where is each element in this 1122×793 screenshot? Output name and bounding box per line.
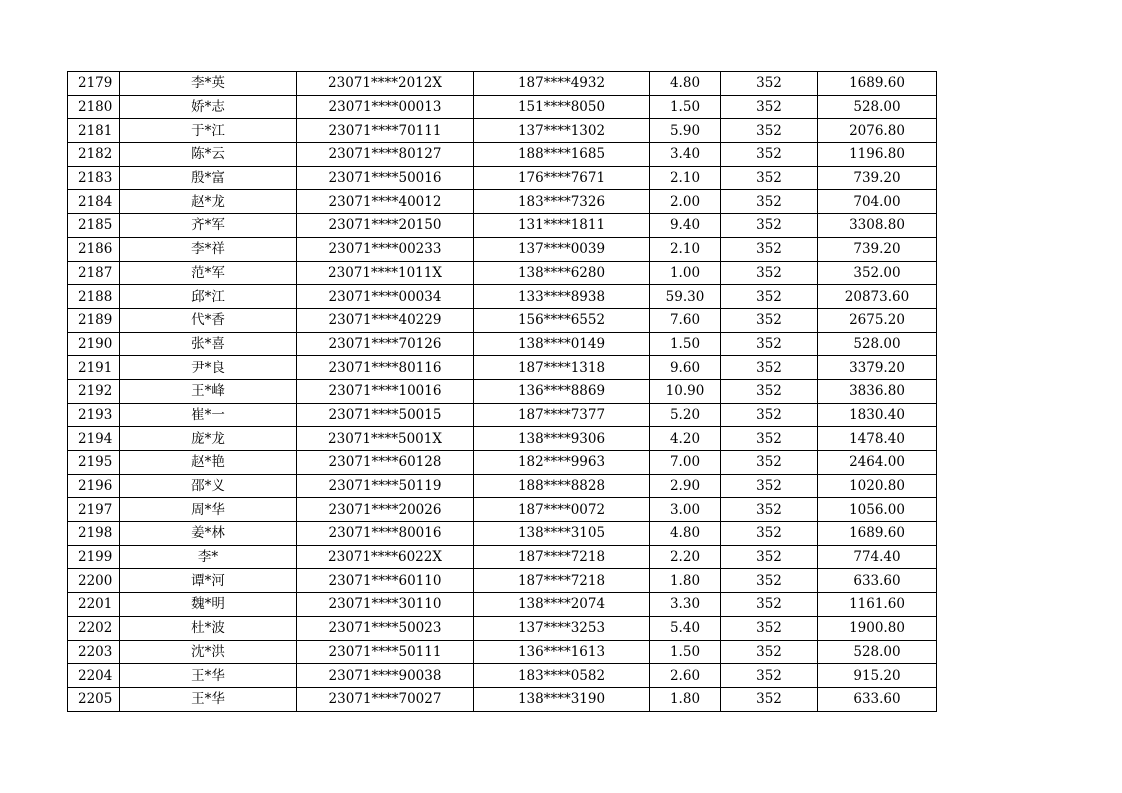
name-cell: 庞*龙: [120, 427, 297, 451]
phone-cell: 133****8938: [474, 285, 650, 309]
table-row: [68, 214, 937, 238]
row-number-cell: 2183: [68, 166, 120, 190]
amount-cell: 2076.80: [818, 119, 937, 143]
amount-cell: 1830.40: [818, 403, 937, 427]
row-number-cell: 2191: [68, 356, 120, 380]
unit-price-cell: 352: [721, 498, 818, 522]
name-cell: 娇*志: [120, 95, 297, 119]
row-number-cell: 2197: [68, 498, 120, 522]
amount-cell: 1689.60: [818, 522, 937, 546]
amount-cell: 1196.80: [818, 143, 937, 167]
name-cell: 尹*良: [120, 356, 297, 380]
id-number-cell: 23071****00034: [297, 285, 474, 309]
unit-price-cell: 352: [721, 143, 818, 167]
id-number-cell: 23071****80016: [297, 522, 474, 546]
unit-price-cell: 352: [721, 379, 818, 403]
table-row: [68, 640, 937, 664]
area-cell: 1.50: [650, 640, 721, 664]
unit-price-cell: 352: [721, 687, 818, 711]
row-number-cell: 2186: [68, 237, 120, 261]
unit-price-cell: 352: [721, 403, 818, 427]
area-cell: 2.00: [650, 190, 721, 214]
id-number-cell: 23071****5001X: [297, 427, 474, 451]
phone-cell: 138****0149: [474, 332, 650, 356]
area-cell: 4.20: [650, 427, 721, 451]
area-cell: 1.80: [650, 569, 721, 593]
name-cell: 魏*明: [120, 593, 297, 617]
row-number-cell: 2196: [68, 474, 120, 498]
phone-cell: 137****3253: [474, 616, 650, 640]
id-number-cell: 23071****50119: [297, 474, 474, 498]
phone-cell: 136****8869: [474, 379, 650, 403]
id-number-cell: 23071****50016: [297, 166, 474, 190]
subsidy-table: [67, 71, 937, 712]
name-cell: 陈*云: [120, 143, 297, 167]
area-cell: 5.40: [650, 616, 721, 640]
phone-cell: 187****0072: [474, 498, 650, 522]
id-number-cell: 23071****40229: [297, 308, 474, 332]
amount-cell: 1689.60: [818, 72, 937, 96]
unit-price-cell: 352: [721, 593, 818, 617]
table-row: [68, 498, 937, 522]
name-cell: 赵*艳: [120, 451, 297, 475]
id-number-cell: 23071****20026: [297, 498, 474, 522]
phone-cell: 182****9963: [474, 451, 650, 475]
id-number-cell: 23071****00233: [297, 237, 474, 261]
area-cell: 2.20: [650, 545, 721, 569]
phone-cell: 187****4932: [474, 72, 650, 96]
table-row: [68, 95, 937, 119]
area-cell: 2.60: [650, 664, 721, 688]
phone-cell: 183****7326: [474, 190, 650, 214]
table-row: [68, 285, 937, 309]
name-cell: 于*江: [120, 119, 297, 143]
amount-cell: 3308.80: [818, 214, 937, 238]
name-cell: 杜*波: [120, 616, 297, 640]
table-row: [68, 332, 937, 356]
table-row: [68, 545, 937, 569]
name-cell: 邵*义: [120, 474, 297, 498]
row-number-cell: 2179: [68, 72, 120, 96]
name-cell: 沈*洪: [120, 640, 297, 664]
row-number-cell: 2182: [68, 143, 120, 167]
amount-cell: 739.20: [818, 237, 937, 261]
amount-cell: 633.60: [818, 687, 937, 711]
unit-price-cell: 352: [721, 237, 818, 261]
table-row: [68, 522, 937, 546]
area-cell: 3.00: [650, 498, 721, 522]
area-cell: 5.90: [650, 119, 721, 143]
unit-price-cell: 352: [721, 356, 818, 380]
phone-cell: 138****3190: [474, 687, 650, 711]
name-cell: 周*华: [120, 498, 297, 522]
row-number-cell: 2198: [68, 522, 120, 546]
name-cell: 范*军: [120, 261, 297, 285]
name-cell: 谭*河: [120, 569, 297, 593]
amount-cell: 1478.40: [818, 427, 937, 451]
area-cell: 10.90: [650, 379, 721, 403]
row-number-cell: 2190: [68, 332, 120, 356]
row-number-cell: 2203: [68, 640, 120, 664]
table-row: [68, 474, 937, 498]
row-number-cell: 2200: [68, 569, 120, 593]
phone-cell: 176****7671: [474, 166, 650, 190]
unit-price-cell: 352: [721, 166, 818, 190]
id-number-cell: 23071****40012: [297, 190, 474, 214]
phone-cell: 183****0582: [474, 664, 650, 688]
table-row: [68, 403, 937, 427]
phone-cell: 156****6552: [474, 308, 650, 332]
phone-cell: 187****7218: [474, 569, 650, 593]
id-number-cell: 23071****90038: [297, 664, 474, 688]
amount-cell: 528.00: [818, 640, 937, 664]
row-number-cell: 2193: [68, 403, 120, 427]
table-row: [68, 379, 937, 403]
id-number-cell: 23071****6022X: [297, 545, 474, 569]
area-cell: 1.50: [650, 332, 721, 356]
name-cell: 殷*富: [120, 166, 297, 190]
table-row: [68, 451, 937, 475]
phone-cell: 138****6280: [474, 261, 650, 285]
unit-price-cell: 352: [721, 569, 818, 593]
row-number-cell: 2192: [68, 379, 120, 403]
unit-price-cell: 352: [721, 285, 818, 309]
amount-cell: 1900.80: [818, 616, 937, 640]
table-row: [68, 687, 937, 711]
table-row: [68, 166, 937, 190]
row-number-cell: 2202: [68, 616, 120, 640]
table-row: [68, 664, 937, 688]
phone-cell: 138****2074: [474, 593, 650, 617]
unit-price-cell: 352: [721, 664, 818, 688]
area-cell: 3.40: [650, 143, 721, 167]
area-cell: 3.30: [650, 593, 721, 617]
unit-price-cell: 352: [721, 545, 818, 569]
unit-price-cell: 352: [721, 190, 818, 214]
unit-price-cell: 352: [721, 616, 818, 640]
id-number-cell: 23071****80116: [297, 356, 474, 380]
name-cell: 姜*林: [120, 522, 297, 546]
phone-cell: 136****1613: [474, 640, 650, 664]
id-number-cell: 23071****60110: [297, 569, 474, 593]
phone-cell: 137****1302: [474, 119, 650, 143]
row-number-cell: 2201: [68, 593, 120, 617]
amount-cell: 3836.80: [818, 379, 937, 403]
name-cell: 齐*军: [120, 214, 297, 238]
amount-cell: 3379.20: [818, 356, 937, 380]
amount-cell: 1161.60: [818, 593, 937, 617]
id-number-cell: 23071****50015: [297, 403, 474, 427]
area-cell: 2.10: [650, 237, 721, 261]
table-row: [68, 427, 937, 451]
area-cell: 9.60: [650, 356, 721, 380]
table-row: [68, 143, 937, 167]
area-cell: 59.30: [650, 285, 721, 309]
row-number-cell: 2180: [68, 95, 120, 119]
row-number-cell: 2188: [68, 285, 120, 309]
row-number-cell: 2194: [68, 427, 120, 451]
unit-price-cell: 352: [721, 119, 818, 143]
row-number-cell: 2195: [68, 451, 120, 475]
unit-price-cell: 352: [721, 261, 818, 285]
amount-cell: 739.20: [818, 166, 937, 190]
area-cell: 9.40: [650, 214, 721, 238]
row-number-cell: 2204: [68, 664, 120, 688]
table-row: [68, 261, 937, 285]
amount-cell: 2675.20: [818, 308, 937, 332]
name-cell: 代*香: [120, 308, 297, 332]
table-row: [68, 569, 937, 593]
name-cell: 王*峰: [120, 379, 297, 403]
phone-cell: 151****8050: [474, 95, 650, 119]
phone-cell: 187****1318: [474, 356, 650, 380]
name-cell: 李*祥: [120, 237, 297, 261]
phone-cell: 188****8828: [474, 474, 650, 498]
area-cell: 1.00: [650, 261, 721, 285]
row-number-cell: 2184: [68, 190, 120, 214]
unit-price-cell: 352: [721, 332, 818, 356]
amount-cell: 2464.00: [818, 451, 937, 475]
id-number-cell: 23071****50023: [297, 616, 474, 640]
table-row: [68, 593, 937, 617]
name-cell: 崔*一: [120, 403, 297, 427]
amount-cell: 1056.00: [818, 498, 937, 522]
area-cell: 4.80: [650, 522, 721, 546]
table-row: [68, 72, 937, 96]
table-row: [68, 616, 937, 640]
amount-cell: 352.00: [818, 261, 937, 285]
unit-price-cell: 352: [721, 72, 818, 96]
amount-cell: 774.40: [818, 545, 937, 569]
id-number-cell: 23071****80127: [297, 143, 474, 167]
name-cell: 王*华: [120, 687, 297, 711]
phone-cell: 137****0039: [474, 237, 650, 261]
name-cell: 李*: [120, 545, 297, 569]
name-cell: 邱*江: [120, 285, 297, 309]
table-row: [68, 356, 937, 380]
area-cell: 1.50: [650, 95, 721, 119]
row-number-cell: 2199: [68, 545, 120, 569]
id-number-cell: 23071****70111: [297, 119, 474, 143]
id-number-cell: 23071****70126: [297, 332, 474, 356]
area-cell: 2.90: [650, 474, 721, 498]
id-number-cell: 23071****2012X: [297, 72, 474, 96]
table-row: [68, 237, 937, 261]
unit-price-cell: 352: [721, 427, 818, 451]
name-cell: 李*英: [120, 72, 297, 96]
area-cell: 1.80: [650, 687, 721, 711]
unit-price-cell: 352: [721, 474, 818, 498]
amount-cell: 704.00: [818, 190, 937, 214]
phone-cell: 187****7218: [474, 545, 650, 569]
unit-price-cell: 352: [721, 522, 818, 546]
row-number-cell: 2181: [68, 119, 120, 143]
amount-cell: 528.00: [818, 332, 937, 356]
row-number-cell: 2189: [68, 308, 120, 332]
id-number-cell: 23071****00013: [297, 95, 474, 119]
id-number-cell: 23071****10016: [297, 379, 474, 403]
id-number-cell: 23071****50111: [297, 640, 474, 664]
amount-cell: 633.60: [818, 569, 937, 593]
area-cell: 7.00: [650, 451, 721, 475]
name-cell: 赵*龙: [120, 190, 297, 214]
unit-price-cell: 352: [721, 308, 818, 332]
table-row: [68, 308, 937, 332]
area-cell: 7.60: [650, 308, 721, 332]
id-number-cell: 23071****1011X: [297, 261, 474, 285]
phone-cell: 138****3105: [474, 522, 650, 546]
amount-cell: 528.00: [818, 95, 937, 119]
amount-cell: 915.20: [818, 664, 937, 688]
unit-price-cell: 352: [721, 214, 818, 238]
phone-cell: 188****1685: [474, 143, 650, 167]
area-cell: 5.20: [650, 403, 721, 427]
amount-cell: 20873.60: [818, 285, 937, 309]
area-cell: 2.10: [650, 166, 721, 190]
id-number-cell: 23071****30110: [297, 593, 474, 617]
table-row: [68, 119, 937, 143]
name-cell: 张*喜: [120, 332, 297, 356]
phone-cell: 187****7377: [474, 403, 650, 427]
area-cell: 4.80: [650, 72, 721, 96]
amount-cell: 1020.80: [818, 474, 937, 498]
table-row: [68, 190, 937, 214]
phone-cell: 138****9306: [474, 427, 650, 451]
unit-price-cell: 352: [721, 451, 818, 475]
phone-cell: 131****1811: [474, 214, 650, 238]
id-number-cell: 23071****60128: [297, 451, 474, 475]
id-number-cell: 23071****20150: [297, 214, 474, 238]
name-cell: 王*华: [120, 664, 297, 688]
row-number-cell: 2205: [68, 687, 120, 711]
unit-price-cell: 352: [721, 95, 818, 119]
row-number-cell: 2187: [68, 261, 120, 285]
row-number-cell: 2185: [68, 214, 120, 238]
id-number-cell: 23071****70027: [297, 687, 474, 711]
unit-price-cell: 352: [721, 640, 818, 664]
table-body: [68, 72, 937, 712]
